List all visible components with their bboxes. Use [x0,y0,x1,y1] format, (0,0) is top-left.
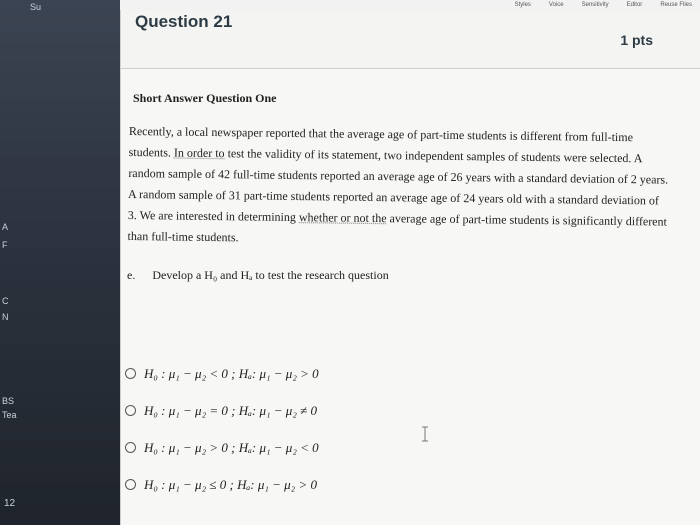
toolbar-voice[interactable]: Voice [548,2,564,8]
answer-option-label: H₀ : μ₁ − μ₂ > 0 ; Hₐ: μ₁ − μ₂ < 0 [144,439,319,455]
side-label-bs: BS [2,396,15,406]
answer-option-label: H₀ : μ₁ − μ₂ = 0 ; Hₐ: μ₁ − μ₂ ≠ 0 [144,402,317,418]
desktop-background [0,0,120,525]
answer-option-label: H₀ : μ₁ − μ₂ ≤ 0 ; Hₐ: μ₁ − μ₂ > 0 [144,476,317,492]
toolbar-reuse-files[interactable]: Reuse Files [660,2,692,8]
answer-option-label: H₀ : μ₁ − μ₂ < 0 ; Hₐ: μ₁ − μ₂ > 0 [144,365,319,381]
radio-icon[interactable] [125,368,136,379]
side-label-top: Su [30,2,42,12]
side-label-f: F [2,240,8,250]
side-label-n: N [2,312,9,322]
sub-question [127,268,389,283]
question-points: 1 pts [620,32,653,48]
toolbar-styles[interactable]: Styles [514,2,531,8]
question-header [121,10,700,69]
answer-option-1[interactable] [125,355,545,392]
spellcheck-whether-or-not: whether or not the [298,210,387,226]
sub-question-text: Develop a H₀ and Hₐ to test the research question [152,268,389,282]
answer-option-2[interactable] [125,392,545,429]
text-cursor-icon [421,426,429,442]
spellcheck-in-order-to: In order to [173,145,225,161]
paragraph-part-1: Recently, a local newspaper reported that the average age of part-time students is different from full-time students. [128,123,634,160]
question-title: Question 21 [135,12,233,31]
toolbar-editor[interactable]: Editor [626,2,643,8]
answer-options [125,355,545,503]
radio-icon[interactable] [125,405,136,416]
paragraph-part-2: test the validity of its statement, two independent samples of students were selected. A random sample of 42 full-time students reported an average age of 26 years with a standard deviation of 2 years. A random sample of 31 part-time students reported an average age of 24 years old with a standard deviation of 3. We are interested in determining [127,146,669,225]
question-body [121,69,700,525]
answer-option-4[interactable] [125,466,545,503]
answer-option-3[interactable] [125,429,545,466]
radio-icon[interactable] [125,442,136,453]
question-paragraph [127,121,668,254]
radio-icon[interactable] [125,479,136,490]
side-label-a: A [2,222,9,232]
paragraph-part-3: average age of part-time students is significantly different than full-time students. [127,211,667,245]
toolbar-sensitivity[interactable]: Sensitivity [581,2,609,8]
app-toolbar [120,0,700,10]
sub-question-letter: e. [127,268,136,282]
side-label-c: C [2,296,9,306]
side-label-tea: Tea [2,410,17,420]
question-card [120,10,700,525]
side-label-num: 12 [4,498,16,509]
section-title: Short Answer Question One [133,91,277,105]
